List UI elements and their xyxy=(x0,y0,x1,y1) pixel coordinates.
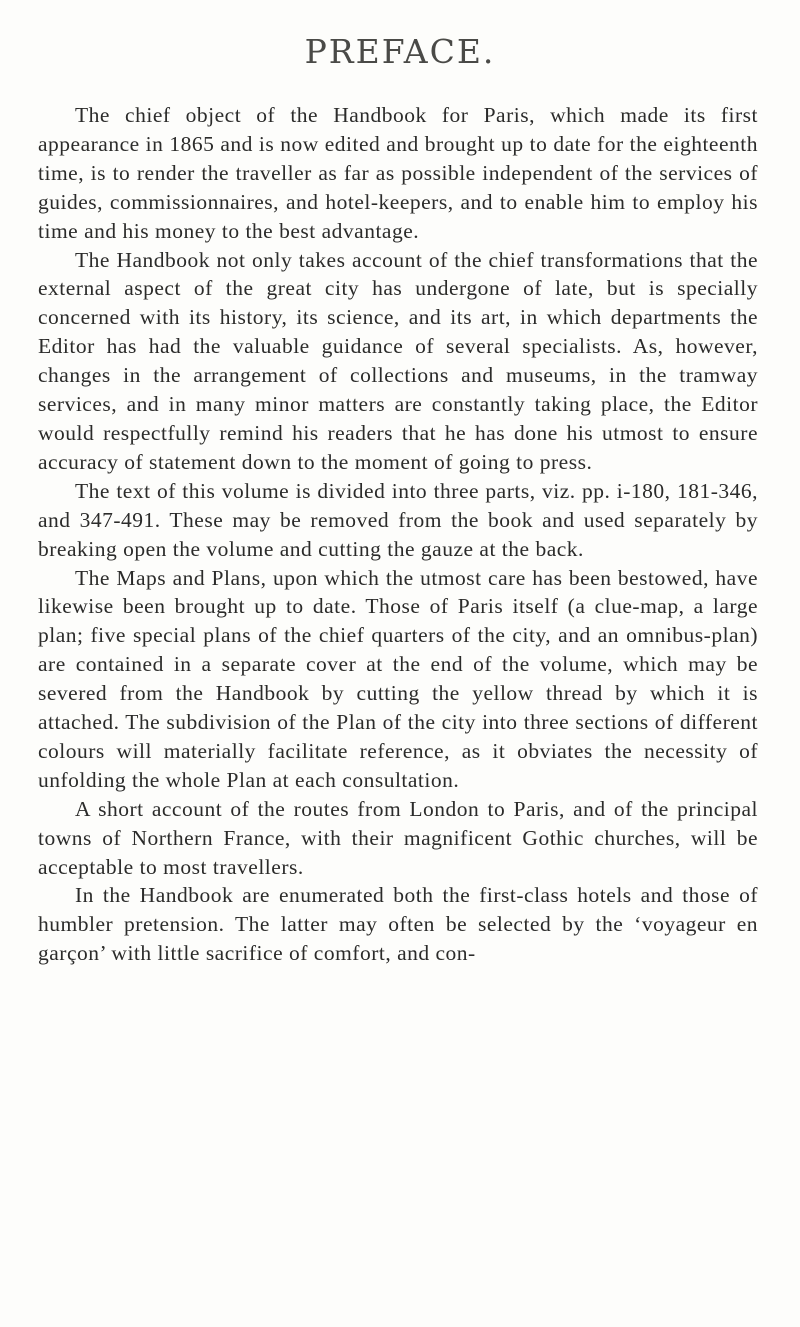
paragraph-5: A short account of the routes from London to Paris, and of the principal towns of Northern France, with their magnificent Gothic churches, will be acceptable to most travellers. xyxy=(38,796,758,879)
paragraph-1: The chief object of the Handbook for Paris, which made its first appearance in 1865 and is now edited and brought up to date for the eighteenth time, is to render the traveller as far as possible independent of the services of guides, commissionnaires, and hotel-keepers, and to enable him to employ his time and his money to the best advantage. xyxy=(38,103,758,243)
paragraph-4: The Maps and Plans, upon which the utmost care has been bestowed, have likewise been brought up to date. Those of Paris itself (a clue-map, a large plan; five special plans of the chief quarters of the city, and an omnibus-plan) are contained in a separate cover at the end of the volume, which may be severed from the Handbook by cutting the yellow thread by which it is attached. The subdivision of the Plan of the city into three sections of different colours will materially facilitate reference, as it obviates the necessity of unfolding the whole Plan at each consultation. xyxy=(38,565,758,792)
paragraph-6: In the Handbook are enumerated both the first-class hotels and those of humbler pretension. The latter may often be selected by the ‘voyageur en garçon’ with little sacrifice of comfort, and con- xyxy=(38,883,758,966)
page-title: PREFACE. xyxy=(304,32,496,71)
paragraph-3: The text of this volume is divided into three parts, viz. pp. i-180, 181-346, and 347-491. These may be removed from the book and used separately by breaking open the volume and cutting the gauze at the back. xyxy=(38,478,758,561)
preface-body xyxy=(38,101,758,968)
paragraph-2: The Handbook not only takes account of the chief transformations that the external aspect of the great city has undergone of late, but is specially concerned with its history, its science, and its art, in which departments the Editor has had the valuable guidance of several specialists. As, however, changes in the arrangement of collections and museums, in the tramway services, and in many minor matters are constantly taking place, the Editor would respectfully remind his readers that he has done his utmost to ensure accuracy of statement down to the moment of going to press. xyxy=(38,247,758,474)
